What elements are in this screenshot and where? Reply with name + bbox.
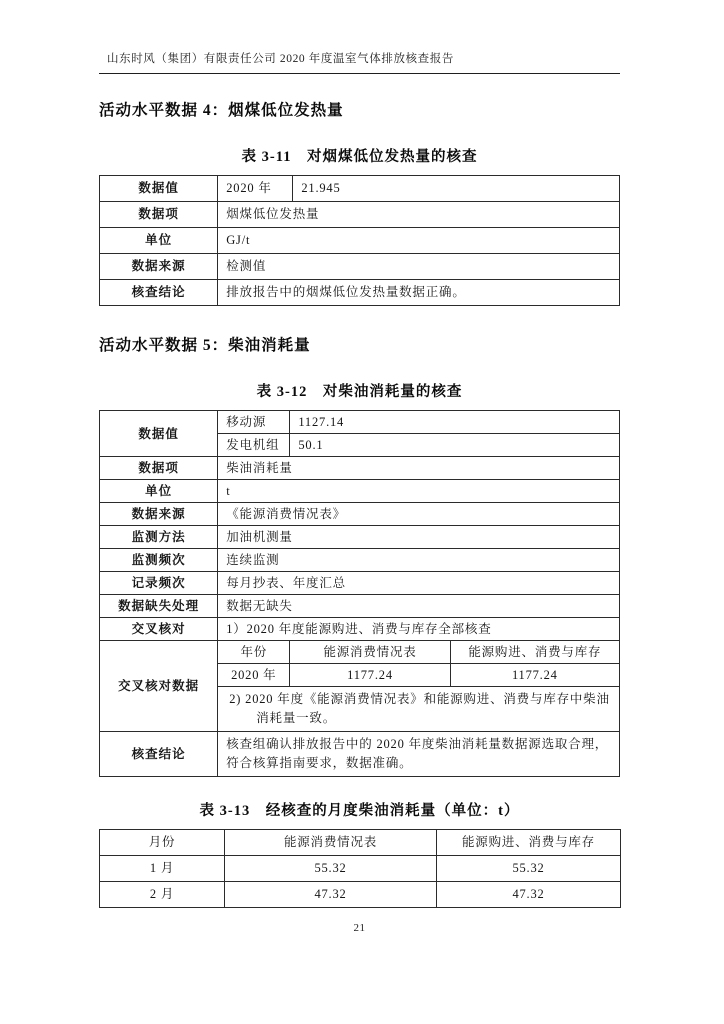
unit-value: GJ/t <box>218 228 620 254</box>
month-cell: 1 月 <box>100 856 225 882</box>
table-row <box>100 503 620 526</box>
table-row <box>100 572 620 595</box>
section-heading-activity-data-5: 活动水平数据 5：柴油消耗量 <box>99 337 311 354</box>
table-row <box>100 411 620 434</box>
table-row <box>100 228 620 254</box>
cross-table-consumption: 1177.24 <box>290 664 450 687</box>
month-header: 月份 <box>100 830 225 856</box>
conclusion-label: 核查结论 <box>100 280 218 306</box>
source-label: 数据来源 <box>100 254 218 280</box>
table-row <box>100 280 620 306</box>
cross-table-header-purchase: 能源购进、消费与库存 <box>450 641 619 664</box>
monitor-method-value: 加油机测量 <box>218 526 620 549</box>
generator-value: 50.1 <box>290 434 620 457</box>
table-3-12-title: 表 3-12 对柴油消耗量的核查 <box>256 384 463 400</box>
monitor-frequency-label: 监测频次 <box>100 549 218 572</box>
data-item: 烟煤低位发热量 <box>218 202 620 228</box>
table-row <box>100 732 620 777</box>
table-row <box>100 457 620 480</box>
missing-data-value: 数据无缺失 <box>218 595 620 618</box>
data-item: 柴油消耗量 <box>218 457 620 480</box>
table-row <box>100 595 620 618</box>
section-heading-activity-data-4: 活动水平数据 4：烟煤低位发热量 <box>99 102 344 119</box>
table-row <box>100 882 621 908</box>
cross-table-header-year: 年份 <box>218 641 290 664</box>
monitor-frequency-value: 连续监测 <box>218 549 620 572</box>
data-value-label: 数据值 <box>100 411 218 457</box>
month-cell: 2 月 <box>100 882 225 908</box>
table-row <box>100 480 620 503</box>
data-item-label: 数据项 <box>100 202 218 228</box>
table-3-12 <box>99 410 620 777</box>
table-3-13-title: 表 3-13 经核查的月度柴油消耗量（单位：t） <box>199 803 520 819</box>
data-item-label: 数据项 <box>100 457 218 480</box>
data-value-year: 2020 年 <box>218 176 293 202</box>
missing-data-label: 数据缺失处理 <box>100 595 218 618</box>
unit-value: t <box>218 480 620 503</box>
table-row <box>100 176 620 202</box>
source-value: 《能源消费情况表》 <box>218 503 620 526</box>
table-row <box>100 526 620 549</box>
conclusion-value: 核查组确认排放报告中的 2020 年度柴油消耗量数据源选取合理，符合核算指南要求，数据准确。 <box>218 732 620 777</box>
source-value: 检测值 <box>218 254 620 280</box>
purchase-cell: 47.32 <box>437 882 621 908</box>
mobile-source-value: 1127.14 <box>290 411 620 434</box>
data-value-label: 数据值 <box>100 176 218 202</box>
table-row <box>100 254 620 280</box>
crosscheck-label: 交叉核对 <box>100 618 218 641</box>
cross-table-note: 2) 2020 年度《能源消费情况表》和能源购进、消费与库存中柴油消耗量一致。 <box>218 687 620 732</box>
monitor-method-label: 监测方法 <box>100 526 218 549</box>
document-page <box>99 0 620 934</box>
table-row <box>100 618 620 641</box>
cross-table-year: 2020 年 <box>218 664 290 687</box>
table-row <box>100 641 620 664</box>
table-3-11-title: 表 3-11 对烟煤低位发热量的核查 <box>241 149 478 165</box>
cross-table-header-consumption: 能源消费情况表 <box>290 641 450 664</box>
conclusion-label: 核查结论 <box>100 732 218 777</box>
consumption-header: 能源消费情况表 <box>225 830 437 856</box>
crosscheck-data-label: 交叉核对数据 <box>100 641 218 732</box>
table-row <box>100 202 620 228</box>
unit-label: 单位 <box>100 228 218 254</box>
conclusion-value: 排放报告中的烟煤低位发热量数据正确。 <box>218 280 620 306</box>
unit-label: 单位 <box>100 480 218 503</box>
data-value: 21.945 <box>293 176 620 202</box>
purchase-cell: 55.32 <box>437 856 621 882</box>
table-3-11 <box>99 175 620 306</box>
mobile-source-label: 移动源 <box>218 411 290 434</box>
page-number: 21 <box>353 922 366 934</box>
generator-label: 发电机组 <box>218 434 290 457</box>
table-row <box>100 856 621 882</box>
record-frequency-value: 每月抄表、年度汇总 <box>218 572 620 595</box>
cross-table-purchase: 1177.24 <box>450 664 619 687</box>
report-header: 山东时风（集团）有限责任公司 2020 年度温室气体排放核查报告 <box>99 50 620 74</box>
record-frequency-label: 记录频次 <box>100 572 218 595</box>
consumption-cell: 55.32 <box>225 856 437 882</box>
table-header-row <box>100 830 621 856</box>
source-label: 数据来源 <box>100 503 218 526</box>
table-row <box>100 549 620 572</box>
table-3-13 <box>99 829 621 908</box>
consumption-cell: 47.32 <box>225 882 437 908</box>
crosscheck-value: 1）2020 年度能源购进、消费与库存全部核查 <box>218 618 620 641</box>
purchase-header: 能源购进、消费与库存 <box>437 830 621 856</box>
